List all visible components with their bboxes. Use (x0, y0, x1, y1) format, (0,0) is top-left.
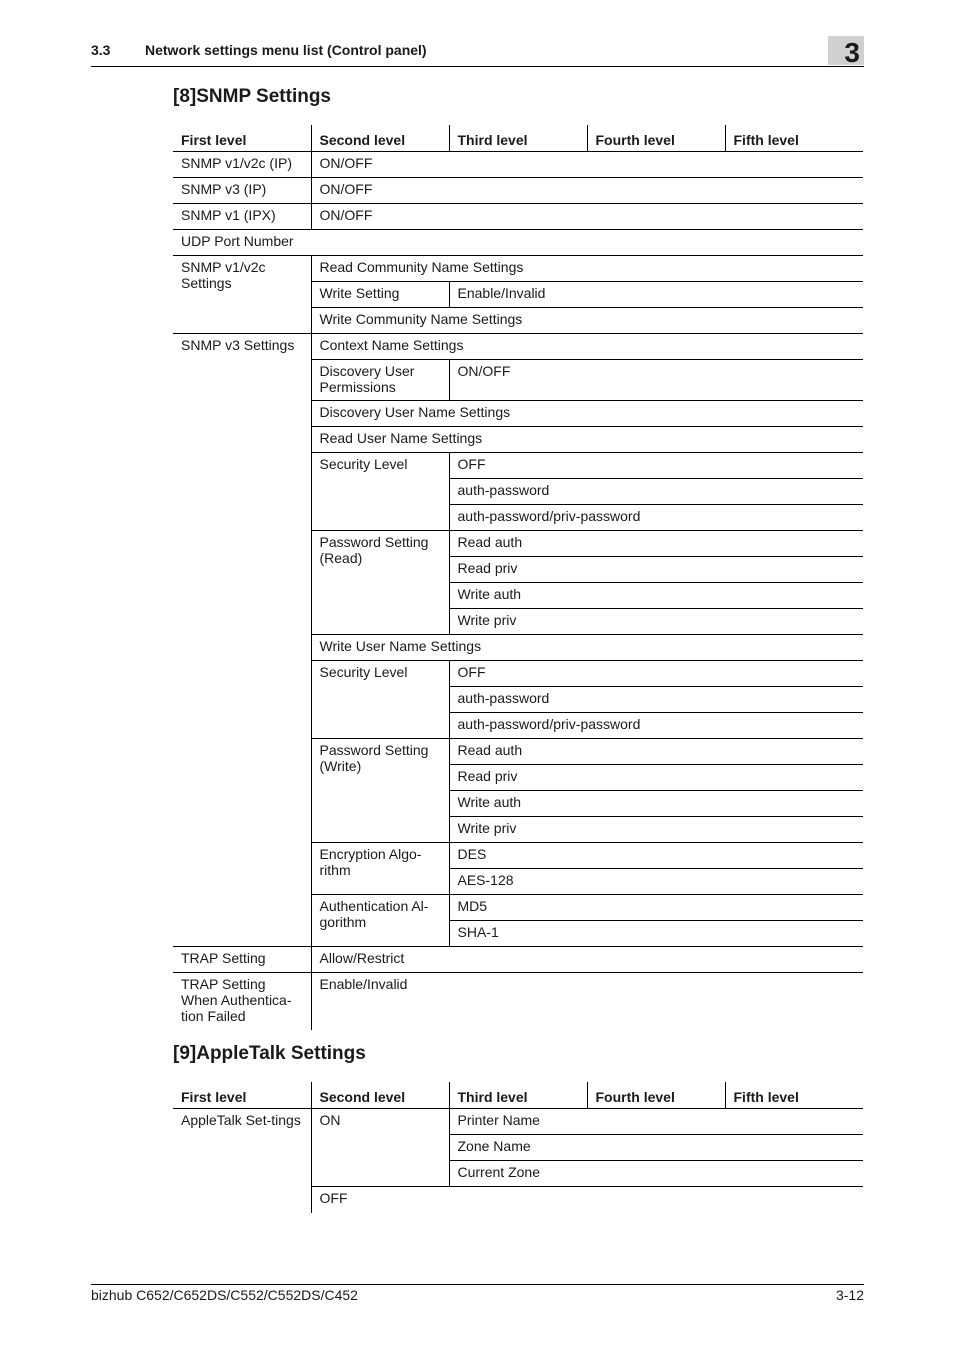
column-header: Fourth level (587, 1082, 725, 1109)
table-row (173, 256, 863, 282)
snmp-heading: [8]SNMP Settings (173, 86, 332, 107)
cell: auth-password (449, 687, 863, 713)
column-header: Third level (449, 125, 587, 152)
cell: Write auth (449, 791, 863, 817)
cell: Security Level (311, 453, 449, 531)
cell: Write Community Name Settings (311, 308, 863, 334)
cell: Password Setting (Write) (311, 739, 449, 843)
cell: ON/OFF (449, 360, 863, 401)
column-header: Fourth level (587, 125, 725, 152)
cell: SHA-1 (449, 921, 863, 947)
cell: Context Name Settings (311, 334, 863, 360)
cell: Current Zone (449, 1161, 863, 1187)
cell: auth-password (449, 479, 863, 505)
cell: OFF (449, 453, 863, 479)
cell: Read auth (449, 531, 863, 557)
cell: OFF (449, 661, 863, 687)
cell: Security Level (311, 661, 449, 739)
cell: TRAP Setting When Authentica-tion Failed (181, 976, 292, 1024)
cell: Enable/Invalid (449, 282, 863, 308)
cell: ON/OFF (311, 152, 863, 178)
column-header: Second level (311, 125, 449, 152)
chapter-number: 3 (844, 37, 860, 68)
table-header-row (173, 1082, 863, 1109)
table-row (173, 947, 863, 973)
table-row (173, 152, 863, 178)
table-row (173, 178, 863, 204)
cell: OFF (311, 1187, 863, 1213)
column-header: Third level (449, 1082, 587, 1109)
cell: SNMP v1 (IPX) (173, 204, 311, 230)
page-number: 3-12 (835, 1287, 864, 1303)
cell: Password Setting (Read) (311, 531, 449, 635)
column-header: Second level (311, 1082, 449, 1109)
cell: Encryption Algo-rithm (311, 843, 449, 895)
cell: Write priv (449, 817, 863, 843)
cell: AES-128 (449, 869, 863, 895)
table-row (173, 230, 863, 256)
table-row (173, 1109, 863, 1135)
cell: ON/OFF (311, 204, 863, 230)
cell: Write User Name Settings (311, 635, 863, 661)
cell: Authentication Al-gorithm (311, 895, 449, 947)
cell: Enable/Invalid (311, 973, 863, 1030)
column-header: First level (173, 125, 311, 152)
cell: SNMP v3 (IP) (173, 178, 311, 204)
chapter-tab (828, 36, 864, 68)
appletalk-settings-table (173, 1082, 863, 1213)
page-header (91, 36, 864, 67)
table-header-row (173, 125, 863, 152)
cell: Zone Name (449, 1135, 863, 1161)
column-header: First level (173, 1082, 311, 1109)
cell: Discovery User Name Settings (311, 401, 863, 427)
cell: Discovery User Permissions (311, 360, 449, 401)
cell: UDP Port Number (173, 230, 863, 256)
cell: SNMP v3 Settings (173, 334, 311, 947)
cell: Read auth (449, 739, 863, 765)
cell: AppleTalk Set-tings (181, 1112, 301, 1128)
cell: Printer Name (449, 1109, 863, 1135)
table-row (173, 334, 863, 360)
column-header: Fifth level (725, 125, 863, 152)
cell: SNMP v1/v2c (IP) (173, 152, 311, 178)
cell: Write auth (449, 583, 863, 609)
cell: DES (449, 843, 863, 869)
table-row (173, 973, 863, 1030)
section-number: 3.3 (91, 42, 111, 58)
table-row (173, 204, 863, 230)
column-header: Fifth level (725, 1082, 863, 1109)
cell: Read priv (449, 765, 863, 791)
cell: TRAP Setting (173, 947, 311, 973)
cell: Read User Name Settings (311, 427, 863, 453)
section-title: Network settings menu list (Control panel) (145, 42, 427, 58)
model-name: bizhub C652/C652DS/C552/C552DS/C452 (91, 1287, 358, 1303)
page-footer (91, 1284, 864, 1303)
cell: ON/OFF (311, 178, 863, 204)
cell: Read Community Name Settings (311, 256, 863, 282)
cell: auth-password/priv-password (449, 505, 863, 531)
cell: MD5 (449, 895, 863, 921)
cell: Allow/Restrict (311, 947, 863, 973)
cell: ON (311, 1109, 449, 1187)
cell: Read priv (449, 557, 863, 583)
cell: auth-password/priv-password (449, 713, 863, 739)
snmp-settings-table (173, 125, 863, 1030)
appletalk-heading: [9]AppleTalk Settings (173, 1043, 366, 1064)
cell: Write Setting (311, 282, 449, 308)
cell: SNMP v1/v2c Settings (173, 256, 311, 334)
cell: Write priv (449, 609, 863, 635)
